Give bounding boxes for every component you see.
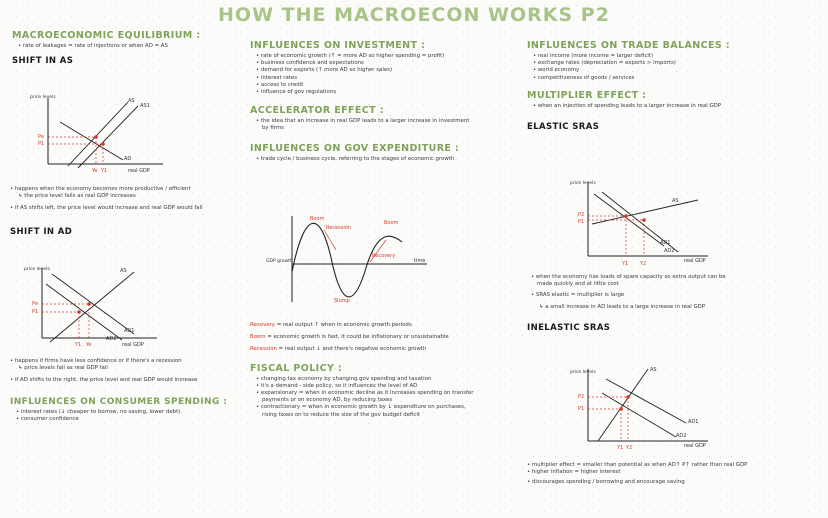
y-axis-label: price levels — [30, 95, 56, 100]
label-ad2: AD2 — [106, 336, 117, 342]
fiscal-note-3: • expansionary = when in economic decline as it increases spending on transfer — [256, 390, 474, 397]
label-as: AS — [128, 98, 135, 104]
label-boom-2: Boom — [384, 220, 399, 226]
investment-note-3: • demand for exports (↑ more AD so higher sales) — [256, 67, 393, 74]
label-p1: P1 — [38, 141, 45, 147]
accelerator-note-1: • the idea that an increase in real GDP leads to a larger increase in investment — [256, 118, 470, 125]
label-p2: P2 — [578, 212, 585, 218]
investment-note-4: • interest rates — [256, 74, 298, 81]
shift-as-note-3: • if AS shifts left, the price level would increase and real GDP would fall — [10, 205, 203, 212]
shift-as-notes — [10, 186, 255, 239]
elastic-notes — [527, 274, 822, 335]
label-p2: P2 — [578, 394, 585, 400]
fiscal-note-1: • changing tax economy by changing gov spending and taxation — [256, 375, 432, 382]
label-ad1: AD1 — [124, 328, 135, 334]
business-cycle-graph — [262, 212, 437, 308]
heading-inelastic-sras: INELASTIC SRAS — [527, 322, 611, 333]
label-recession: Recession — [326, 225, 351, 231]
label-pe: Pe — [32, 301, 38, 307]
heading-investment: INFLUENCES ON INVESTMENT : — [250, 40, 426, 51]
cycle-curve — [292, 223, 402, 297]
shift-ad-note-3: • if AD shifts to the right, the price level and real GDP would increase — [10, 377, 198, 384]
accelerator-note-2: by firms — [262, 125, 284, 132]
label-slump: Slump — [334, 298, 350, 304]
label-y2: Y2 — [626, 445, 633, 451]
heading-gov-expenditure: INFLUENCES ON GOV EXPENDITURE : — [250, 142, 460, 154]
heading-fiscal: FISCAL POLICY : — [250, 362, 343, 374]
fiscal-note-4: payments or on economy AD, by reducing taxes — [262, 397, 393, 404]
shift-as-note-2: ↳ the price level falls as real GDP increases — [18, 193, 136, 200]
label-p1: P1 — [32, 309, 39, 315]
label-y2: Y2 — [640, 261, 647, 267]
elastic-note-4: ↳ a small increase in AD leads to a large increase in real GDP — [539, 303, 706, 310]
multiplier-note: • when an injection of spending leads to a larger increase in real GDP — [533, 102, 722, 109]
cycle-definitions — [250, 322, 525, 419]
label-as: AS — [650, 367, 657, 373]
as-curve — [68, 102, 128, 166]
def-recovery-text: = real output ↑ when in economic growth periods — [275, 322, 412, 328]
consumer-note-1: • interest rates (↓ cheaper to borrow, no saving, lower debt) — [16, 408, 181, 415]
elastic-note-1: • when the economy has loads of spare capacity so extra output can be — [531, 274, 726, 280]
label-as: AS — [120, 268, 127, 274]
label-p1: P1 — [578, 219, 585, 225]
shift-ad-notes — [10, 358, 255, 423]
y-axis-label: price levels — [570, 370, 596, 375]
heading-trade: INFLUENCES ON TRADE BALANCES : — [527, 40, 730, 51]
label-boom-1: Boom — [310, 216, 325, 222]
heading-multiplier: MULTIPLIER EFFECT : — [527, 89, 647, 101]
heading-accelerator: ACCELERATOR EFFECT : — [250, 105, 384, 117]
page-title: HOW THE MACROECON WORKS P2 — [218, 4, 610, 26]
elastic-note-3: • SRAS elastic = multiplier is large — [531, 292, 625, 299]
investment-note-1: • rate of economic growth (↑ = more AD so higher spending = profit) — [256, 53, 445, 59]
column-right — [527, 40, 822, 134]
investment-note-2: • business confidence and expectations — [256, 60, 364, 67]
elastic-note-2: made quickly and at little cost — [537, 281, 619, 288]
def-boom-term: Boom — [250, 334, 266, 341]
def-boom-text: = economic growth is fast, it could be inflationary or unsustainable — [265, 334, 449, 341]
label-time: time — [414, 258, 426, 264]
x-axis-label: real GDP — [128, 168, 150, 174]
label-as: AS — [672, 198, 679, 204]
def-recovery-term: Recovery — [250, 322, 275, 328]
label-ad1: AD1 — [688, 419, 699, 425]
shift-ad-graph — [22, 262, 162, 350]
gov-expenditure-note: • trade cycle / business cycle, referring to the stages of economic growth — [256, 155, 455, 162]
label-ad2: AD2 — [676, 433, 687, 439]
label-p1: P1 — [578, 406, 585, 412]
label-recovery: Recovery — [372, 253, 396, 259]
label-ad2: AD2 — [664, 248, 675, 254]
x-axis-label: real GDP — [684, 258, 706, 264]
heading-equilibrium: MACROECONOMIC EQUILIBRIUM : — [12, 30, 201, 41]
def-recession-term: Recession — [250, 346, 277, 353]
label-y1: Y1 — [101, 168, 108, 174]
heading-elastic-sras: ELASTIC SRAS — [527, 122, 600, 133]
heading-consumer: INFLUENCES ON CONSUMER SPENDING : — [10, 396, 228, 407]
column-left — [12, 30, 257, 68]
label-y1: Y1 — [622, 261, 629, 267]
def-boom — [250, 334, 525, 341]
inelastic-note-2: • higher inflation = higher interest — [527, 469, 621, 476]
trade-note-4: • competitiveness of goods / services — [533, 74, 635, 81]
equilibrium-text: • rate of leakages = rate of injections or when AD = AS — [18, 43, 168, 49]
trade-note-1: • real income (more income = larger deficit) — [533, 53, 654, 59]
consumer-note-2: • consumer confidence — [16, 415, 79, 422]
heading-shift-as: SHIFT IN AS — [12, 56, 74, 67]
column-middle — [250, 40, 515, 163]
label-y1: Y1 — [75, 342, 82, 348]
inelastic-sras-graph — [568, 365, 718, 455]
x-axis-label: real GDP — [122, 342, 144, 348]
elastic-sras-graph — [568, 176, 718, 268]
shift-ad-note-2: ↳ price levels fall as real GDP fall — [18, 365, 108, 372]
trade-note-2: • exchange rates (depreciation = exports > imports) — [533, 60, 676, 67]
label-as1: AS1 — [140, 103, 150, 109]
shift-ad-note-1: • happens if firms have less confidence or if there's a recession — [10, 358, 182, 364]
inelastic-notes — [527, 462, 822, 487]
label-y1: Y1 — [617, 445, 624, 451]
def-recovery — [250, 322, 525, 329]
x-axis-label: real GDP — [684, 443, 706, 449]
def-recession — [250, 346, 525, 353]
label-ye: Ye — [92, 168, 98, 174]
investment-note-5: • access to credit — [256, 81, 304, 88]
label-pe: Pe — [38, 134, 44, 140]
investment-note-6: • influence of gov regulations — [256, 89, 337, 96]
label-ad: AD — [124, 156, 132, 162]
fiscal-note-5: • contractionary = when in economic growth by ↓ expenditure on purchases, — [256, 404, 466, 411]
fiscal-note-2: • it's a demand - side policy, so it influences the level of AD — [256, 382, 418, 389]
label-ad1: AD1 — [660, 240, 671, 246]
inelastic-note-3: • discourages spending / borrowing and encourage saving — [527, 479, 685, 486]
trade-note-3: • world economy — [533, 67, 580, 74]
label-gdp-growth: GDP growth — [266, 259, 293, 264]
y-axis-label: price levels — [570, 181, 596, 186]
label-ye: Ye — [86, 342, 92, 348]
shift-as-graph — [28, 92, 168, 180]
inelastic-note-1: • multiplier effect = smaller than potential as when AD↑ P↑ rather than real GDP — [527, 462, 748, 468]
def-recession-text: = real output ↓ and there's negative economic growth — [276, 346, 427, 353]
heading-shift-ad: SHIFT IN AD — [10, 226, 73, 237]
y-axis-label: price levels — [24, 267, 50, 272]
fiscal-note-6: rising taxes on to reduce the size of the gov budget deficit — [262, 411, 421, 418]
shift-as-note-1: • happens when the economy becomes more productive / efficient — [10, 186, 191, 192]
